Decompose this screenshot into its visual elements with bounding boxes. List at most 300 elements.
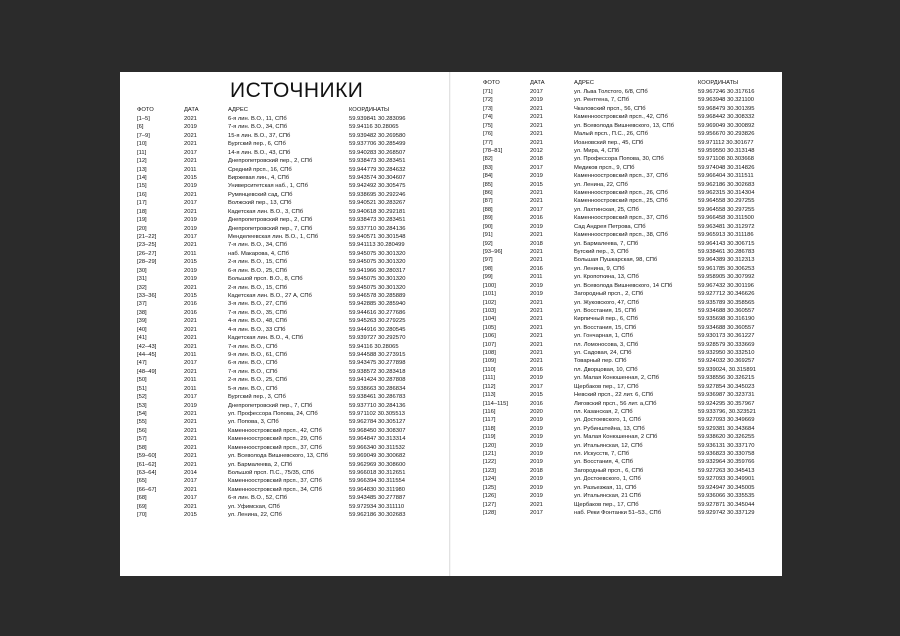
coordinates: 59.971112 30.301677 [698, 139, 754, 146]
coordinates: 59.962315 30.314304 [698, 190, 755, 197]
photo-ref: [26–27] [137, 250, 157, 257]
photo-ref: [7–9] [137, 132, 150, 139]
date: 2018 [530, 467, 543, 474]
photo-ref: [123] [483, 467, 496, 474]
photo-ref: [6] [137, 124, 144, 131]
address: Сад Андрея Петрова, СПб [574, 223, 646, 230]
date: 2019 [184, 276, 197, 283]
photo-ref: [57] [137, 436, 147, 443]
photo-ref: [58] [137, 444, 147, 451]
address: пл. Ломоносова, 3, СПб [574, 341, 639, 348]
address: 9-я лин. В.О., 61, СПб [228, 352, 288, 359]
address: ул. Бармалеева, 7, СПб [574, 240, 639, 247]
address: ул. Малая Конюшенная, 2, СПб [574, 375, 659, 382]
coordinates: 59.929381 30.343684 [698, 425, 755, 432]
address: ул. Разъезжая, 11, СПб [574, 484, 637, 491]
date: 2019 [530, 425, 543, 432]
date: 2021 [530, 341, 543, 348]
coordinates: 59.941113 30.280499 [349, 242, 405, 249]
date: 2021 [184, 444, 197, 451]
coordinates: 59.945075 30.301320 [349, 259, 406, 266]
photo-ref: [75] [483, 122, 493, 129]
date: 2016 [184, 301, 197, 308]
date: 2015 [184, 259, 197, 266]
photo-ref: [38] [137, 309, 147, 316]
address: Большой прсп. П.С., 75/35, СПб [228, 470, 314, 477]
page-title: ИСТОЧНИКИ [230, 79, 364, 102]
photo-ref: [20] [137, 225, 147, 232]
date: 2015 [530, 181, 543, 188]
photo-ref: [103] [483, 307, 496, 314]
date: 2019 [530, 375, 543, 382]
coordinates: 59.968479 30.301395 [698, 105, 755, 112]
coordinates: 59.971108 30.303668 [698, 156, 754, 163]
photo-ref: [99] [483, 274, 493, 281]
address: Щербаков пер., 17, СПб [574, 383, 639, 390]
photo-ref: [109] [483, 358, 496, 365]
date: 2019 [530, 459, 543, 466]
coordinates: 59.924295 30.357967 [698, 400, 755, 407]
header-photo: ФОТО [137, 107, 154, 113]
coordinates: 59.935789 30.358565 [698, 299, 755, 306]
address: Малый прсп., П.С., 26, СПб [574, 131, 648, 138]
photo-ref: [66–67] [137, 486, 157, 493]
photo-ref: [42–43] [137, 343, 157, 350]
coordinates: 59.966340 30.311532 [349, 444, 405, 451]
coordinates: 59.938695 30.292246 [349, 191, 406, 198]
photo-ref: [89] [483, 215, 493, 222]
date: 2016 [184, 309, 197, 316]
photo-ref: [88] [483, 206, 493, 213]
photo-ref: [33–36] [137, 293, 157, 300]
coordinates: 59.944588 30.273915 [349, 352, 406, 359]
address: Большой прсп. В.О., 8, СПб [228, 276, 303, 283]
coordinates: 59.967432 30.301196 [698, 282, 754, 289]
coordinates: 59.964558 30.297255 [698, 198, 755, 205]
address: ул. Ленина, 9, СПб [574, 265, 625, 272]
date: 2021 [530, 257, 543, 264]
photo-ref: [51] [137, 385, 147, 392]
date: 2017 [530, 383, 543, 390]
coordinates: 59.968450 30.308307 [349, 427, 406, 434]
address: ул. Итальянская, 21 СПб [574, 493, 641, 500]
photo-ref: [85] [483, 181, 493, 188]
address: Каменноостровский прсп., 37, СПб [228, 478, 322, 485]
header-date: ДАТА [530, 80, 545, 86]
date: 2021 [184, 453, 197, 460]
coordinates: 59.930173 30.361227 [698, 333, 755, 340]
photo-ref: [87] [483, 198, 493, 205]
date: 2021 [530, 316, 543, 323]
address: Бургский пер., 6, СПб [228, 141, 286, 148]
photo-ref: [117] [483, 417, 496, 424]
coordinates: 59.964558 30.297255 [698, 206, 755, 213]
date: 2019 [530, 434, 543, 441]
coordinates: 59.939024, 30.315891 [698, 366, 757, 373]
address: ул. Всеволода Вишневского, 13, СПб [574, 122, 674, 129]
date: 2019 [530, 442, 543, 449]
coordinates: 59.974048 30.314826 [698, 164, 755, 171]
coordinates: 59.944779 30.284632 [349, 166, 406, 173]
coordinates: 59.938473 30.283451 [349, 217, 406, 224]
date: 2019 [184, 217, 197, 224]
date: 2015 [184, 512, 197, 519]
coordinates: 59.941966 30.280317 [349, 267, 406, 274]
address: Лиговский прсп., 56 лит. а,СПб [574, 400, 657, 407]
coordinates: 59.946578 30.285889 [349, 293, 406, 300]
address: ул. Гончарная, 1, СПб [574, 333, 633, 340]
date: 2021 [184, 335, 197, 342]
coordinates: 59.938473 30.283451 [349, 158, 406, 165]
date: 2011 [184, 377, 197, 384]
photo-ref: [78–81] [483, 147, 503, 154]
header-coords: КООРДИНАТЫ [349, 107, 390, 113]
photo-ref: [56] [137, 427, 147, 434]
address: наб. Реки Фонтанки 51–53., СПб [574, 510, 662, 516]
date: 2017 [184, 360, 197, 367]
coordinates: 59.972934 30.311110 [349, 503, 405, 510]
photo-ref: [71] [483, 89, 493, 95]
photo-ref: [17] [137, 200, 147, 207]
date: 2019 [530, 451, 543, 458]
coordinates: 59.933796, 30.323521 [698, 408, 757, 415]
address: 2-я лин. В.О., 15, СПб [228, 284, 288, 291]
address: 7-я лин. В.О., 35, СПб [228, 309, 288, 316]
photo-ref: [97] [483, 257, 493, 264]
page-fold [449, 72, 451, 576]
date: 2019 [530, 493, 543, 500]
date: 2021 [530, 190, 543, 197]
photo-ref: [37] [137, 301, 147, 308]
coordinates: 59.934688 30.360557 [698, 324, 755, 331]
address: ул. Мира, 4, СПб [574, 147, 620, 154]
coordinates: 59.945263 30.279225 [349, 318, 406, 325]
address: Каменноостровский прсп., 34, СПб [228, 486, 322, 493]
address: Загородный прсп., 6, СПб [574, 467, 644, 474]
coordinates: 59.942492 30.305475 [349, 183, 406, 190]
address: 14-я лин. В.О., 43, СПб [228, 149, 291, 156]
date: 2016 [530, 265, 543, 272]
header-coords: КООРДИНАТЫ [698, 80, 739, 86]
coordinates: 59.927263 30.345413 [698, 467, 755, 474]
date: 2021 [184, 486, 197, 493]
photo-ref: [19] [137, 217, 147, 224]
address: 3-я лин. В.О., 27, СПб [228, 301, 288, 308]
date: 2017 [530, 510, 543, 516]
address: 6-я лин. В.О., 11, СПб [228, 116, 287, 122]
photo-ref: [52] [137, 394, 147, 401]
coordinates: 59.966458 30.311500 [698, 215, 754, 222]
coordinates: 59.943485 30.277887 [349, 495, 406, 502]
address: пл. Казанская, 2, СПб [574, 408, 633, 415]
coordinates: 59.936823 30.330758 [698, 451, 755, 458]
coordinates: 59.932964 30.359766 [698, 459, 755, 466]
date: 2021 [530, 307, 543, 314]
address: ул. Бармалеева, 2, СПб [228, 461, 293, 468]
date: 2019 [530, 417, 543, 424]
date: 2015 [184, 175, 197, 181]
coordinates: 59.964830 30.311980 [349, 486, 405, 493]
date: 2021 [184, 436, 197, 443]
address: ул. Рентгена, 7, СПб [574, 97, 630, 104]
address: Кадетская лин. В.О., 4, СПб [228, 335, 304, 342]
photo-ref: [41] [137, 335, 147, 342]
coordinates: 59.964389 30.312313 [698, 257, 755, 264]
address: наб. Макарова, 4, СПб [228, 250, 289, 257]
date: 2021 [184, 326, 197, 333]
photo-ref: [14] [137, 175, 147, 181]
date: 2019 [530, 476, 543, 483]
address: ул. Восстания, 15, СПб [574, 324, 637, 331]
date: 2021 [184, 427, 197, 434]
photo-ref: [82] [483, 156, 493, 163]
address: Румянцевский сад, СПб [228, 191, 293, 198]
address: 15-я лин. В.О., 37, СПб [228, 132, 291, 139]
address: 6-я лин. В.О., 25, СПб [228, 267, 288, 274]
address: ул. Профессора Попова, 24, СПб [228, 411, 318, 418]
date: 2020 [530, 408, 543, 415]
coordinates: 59.965913 30.311186 [698, 232, 754, 239]
coordinates: 59.937710 30.284136 [349, 225, 406, 232]
coordinates: 59.940571 30.301548 [349, 234, 406, 241]
photo-ref: [86] [483, 190, 493, 197]
date: 2021 [530, 114, 543, 121]
date: 2017 [184, 478, 197, 485]
date: 2021 [530, 139, 543, 146]
address: Каменноостровский прсп., 26, СПб [574, 190, 668, 197]
coordinates: 59.927093 30.349901 [698, 476, 755, 483]
address: ул. Ленина, 22, СПб [228, 512, 282, 519]
address: Бургский пер., 3, СПб [228, 394, 286, 401]
date: 2017 [184, 149, 197, 156]
date: 2011 [184, 385, 197, 392]
address: ул. Садовая, 24, СПб [574, 350, 632, 357]
address: Каменноостровский прсп., 38, СПб [574, 232, 668, 239]
photo-ref: [110] [483, 366, 496, 373]
coordinates: 59.927093 30.349669 [698, 417, 755, 424]
date: 2017 [530, 164, 543, 171]
photo-ref: [44–45] [137, 352, 157, 359]
coordinates: 59.924032 30.369257 [698, 358, 755, 365]
date: 2021 [184, 208, 197, 215]
photo-ref: [68] [137, 495, 147, 502]
address: ул. Профессора Попова, 30, СПб [574, 156, 664, 163]
coordinates: 59.928579 30.333669 [698, 341, 755, 348]
photo-ref: [128] [483, 510, 496, 516]
coordinates: 59.963948 30.321100 [698, 97, 754, 104]
date: 2019 [184, 402, 197, 409]
date: 2016 [530, 366, 543, 373]
photo-ref: [111] [483, 375, 496, 382]
coordinates: 59.962969 30.308600 [349, 461, 406, 468]
address: 2-я лин. В.О., 15, СПб [228, 259, 288, 266]
photo-ref: [125] [483, 484, 496, 491]
coordinates: 59.961785 30.306253 [698, 265, 755, 272]
photo-ref: [100] [483, 282, 496, 289]
date: 2021 [184, 503, 197, 510]
header-date: ДАТА [184, 107, 199, 113]
address: ул. Льва Толстого, 6/8, СПб [574, 89, 648, 95]
photo-ref: [31] [137, 276, 147, 283]
date: 2019 [530, 173, 543, 180]
coordinates: 59.938556 30.326215 [698, 375, 755, 382]
date: 2021 [184, 419, 197, 426]
coordinates: 59.971102 30.305513 [349, 411, 405, 418]
coordinates: 59.936987 30.323731 [698, 392, 755, 399]
photo-ref: [1–5] [137, 116, 150, 122]
photo-ref: [48–49] [137, 368, 157, 375]
address: Медиков прсп., 9, СПб [574, 164, 635, 171]
date: 2019 [530, 223, 543, 230]
coordinates: 59.962186 30.302683 [698, 181, 755, 188]
address: ул. Лахтинская, 25, СПб [574, 206, 639, 213]
date: 2019 [184, 183, 197, 190]
coordinates: 59.967246 30.317616 [698, 89, 755, 95]
photo-ref: [104] [483, 316, 496, 323]
coordinates: 59.963481 30.312972 [698, 223, 755, 230]
address: 7-я лин. В.О., СПб [228, 368, 278, 375]
photo-ref: [126] [483, 493, 496, 500]
coordinates: 59.938620 30.326255 [698, 434, 755, 441]
photo-ref: [21–22] [137, 234, 157, 241]
header-address: АДРЕС [574, 80, 594, 86]
coordinates: 59.924947 30.345005 [698, 484, 755, 491]
coordinates: 59.936066 30.335535 [698, 493, 755, 500]
photo-ref: [121] [483, 451, 496, 458]
address: Средний прсп., 16, СПб [228, 166, 292, 173]
address: Невский прсп., 22 лит. 6, СПб [574, 392, 654, 399]
coordinates: 59.938663 30.286834 [349, 385, 406, 392]
photo-ref: [120] [483, 442, 496, 449]
coordinates: 59.938572 30.283418 [349, 368, 406, 375]
address: Чкаловский прсп., 56, СПб [574, 105, 646, 112]
address: 2-я лин. В.О., 25, СПб [228, 377, 288, 384]
coordinates: 59.94116 30.28065 [349, 343, 399, 350]
address: 6-я лин. В.О., СПб [228, 360, 278, 367]
address: ул. Уфимская, СПб [228, 503, 280, 510]
photo-ref: [61–62] [137, 461, 157, 468]
date: 2017 [184, 394, 197, 401]
photo-ref: [90] [483, 223, 493, 230]
date: 2021 [184, 132, 197, 139]
coordinates: 59.937710 30.284136 [349, 402, 406, 409]
photo-ref: [53] [137, 402, 147, 409]
photo-ref: [32] [137, 284, 147, 291]
photo-ref: [47] [137, 360, 147, 367]
address: ул. Всеволода Вишневского, 13, СПб [228, 453, 328, 460]
photo-ref: [73] [483, 105, 493, 112]
date: 2021 [530, 333, 543, 340]
address: Кадетская лин. В.О., 27 А, СПб [228, 293, 312, 300]
coordinates: 59.940283 30.268507 [349, 149, 406, 156]
coordinates: 59.940521 30.283267 [349, 200, 406, 207]
photo-ref: [50] [137, 377, 147, 384]
address: Каменноостровский прсп., 42, СПб [228, 427, 322, 434]
date: 2017 [184, 234, 197, 241]
date: 2014 [184, 470, 197, 477]
coordinates: 59.936131 30.337170 [698, 442, 755, 449]
date: 2021 [530, 350, 543, 357]
coordinates: 59.945075 30.301320 [349, 250, 406, 257]
date: 2021 [184, 368, 197, 375]
date: 2021 [184, 158, 197, 165]
address: ул. Итальянская, 12, СПб [574, 442, 643, 449]
coordinates: 59.944916 30.280545 [349, 326, 406, 333]
header-photo: ФОТО [483, 80, 500, 86]
photo-ref: [16] [137, 191, 147, 198]
address: ул. Малая Конюшенная, 2 СПб [574, 434, 658, 441]
photo-ref: [69] [137, 503, 147, 510]
coordinates: 59.966018 30.312651 [349, 470, 406, 477]
address: 7-я лин. В.О., 34, СПб [228, 242, 288, 249]
photo-ref: [28–29] [137, 259, 157, 266]
address: ул. Всеволода Вишневского, 14 СПб [574, 282, 673, 289]
date: 2015 [530, 392, 543, 399]
date: 2017 [530, 206, 543, 213]
photo-ref: [59–60] [137, 453, 157, 460]
date: 2021 [530, 248, 543, 255]
address: Волжский пер., 13, СПб [228, 200, 292, 207]
address: Кадетская лин. В.О., 3, СПб [228, 208, 304, 215]
coordinates: 59.935698 30.316190 [698, 316, 755, 323]
photo-ref: [55] [137, 419, 147, 426]
header-address: АДРЕС [228, 107, 248, 113]
photo-ref: [83] [483, 164, 493, 171]
photo-ref: [12] [137, 158, 147, 165]
photo-ref: [23–25] [137, 242, 157, 249]
photo-ref: [122] [483, 459, 496, 466]
address: пл. Дворцовая, 10, СПб [574, 366, 638, 373]
address: Загородный прсп., 2, СПб [574, 291, 644, 298]
date: 2017 [184, 200, 197, 207]
address: ул. Достоевского, 1, СПб [574, 417, 641, 424]
address: ул. Кропоткина, 13, СПб [574, 274, 639, 281]
photo-ref: [105] [483, 324, 496, 331]
date: 2019 [530, 97, 543, 104]
address: Университетская наб., 1, СПб [228, 183, 308, 190]
coordinates: 59.943574 30.304607 [349, 175, 406, 181]
address: ул. Рубинштейна, 13, СПб [574, 425, 645, 432]
photo-ref: [15] [137, 183, 147, 190]
coordinates: 59.927871 30.345044 [698, 501, 755, 508]
address: Каменноостровский прсп., 37, СПб [574, 173, 668, 180]
photo-ref: [74] [483, 114, 493, 121]
date: 2021 [530, 501, 543, 508]
coordinates: 59.969049 30.300892 [698, 122, 755, 129]
date: 2018 [530, 240, 543, 247]
address: Днепропетровский пер., 2, СПб [228, 217, 313, 224]
coordinates: 59.966404 30.311511 [698, 173, 754, 180]
address: Каменноостровский прсп., 37, СПб [228, 444, 322, 451]
coordinates: 59.962784 30.305127 [349, 419, 406, 426]
photo-ref: [93–96] [483, 248, 503, 255]
address: Днепропетровский пер., 7, СПб [228, 402, 313, 409]
coordinates: 59.937706 30.285499 [349, 141, 406, 148]
photo-ref: [98] [483, 265, 493, 272]
photo-ref: [112] [483, 383, 496, 390]
address: Каменноостровский прсп., 29, СПб [228, 436, 322, 443]
address: ул. Достоевского, 1, СПб [574, 476, 641, 483]
address: ул. Жуковского, 47, СПб [574, 299, 639, 306]
address: Кирпичный пер., 6, СПб [574, 316, 638, 323]
coordinates: 59.959550 30.313148 [698, 147, 755, 154]
address: Щербаков пер., 17, СПб [574, 501, 639, 508]
date: 2019 [184, 225, 197, 232]
address: Иоановский пер., 45, СПб [574, 139, 644, 146]
photo-ref: [119] [483, 434, 496, 441]
address: 7-я лин. В.О., СПб [228, 343, 278, 350]
photo-ref: [76] [483, 131, 493, 138]
